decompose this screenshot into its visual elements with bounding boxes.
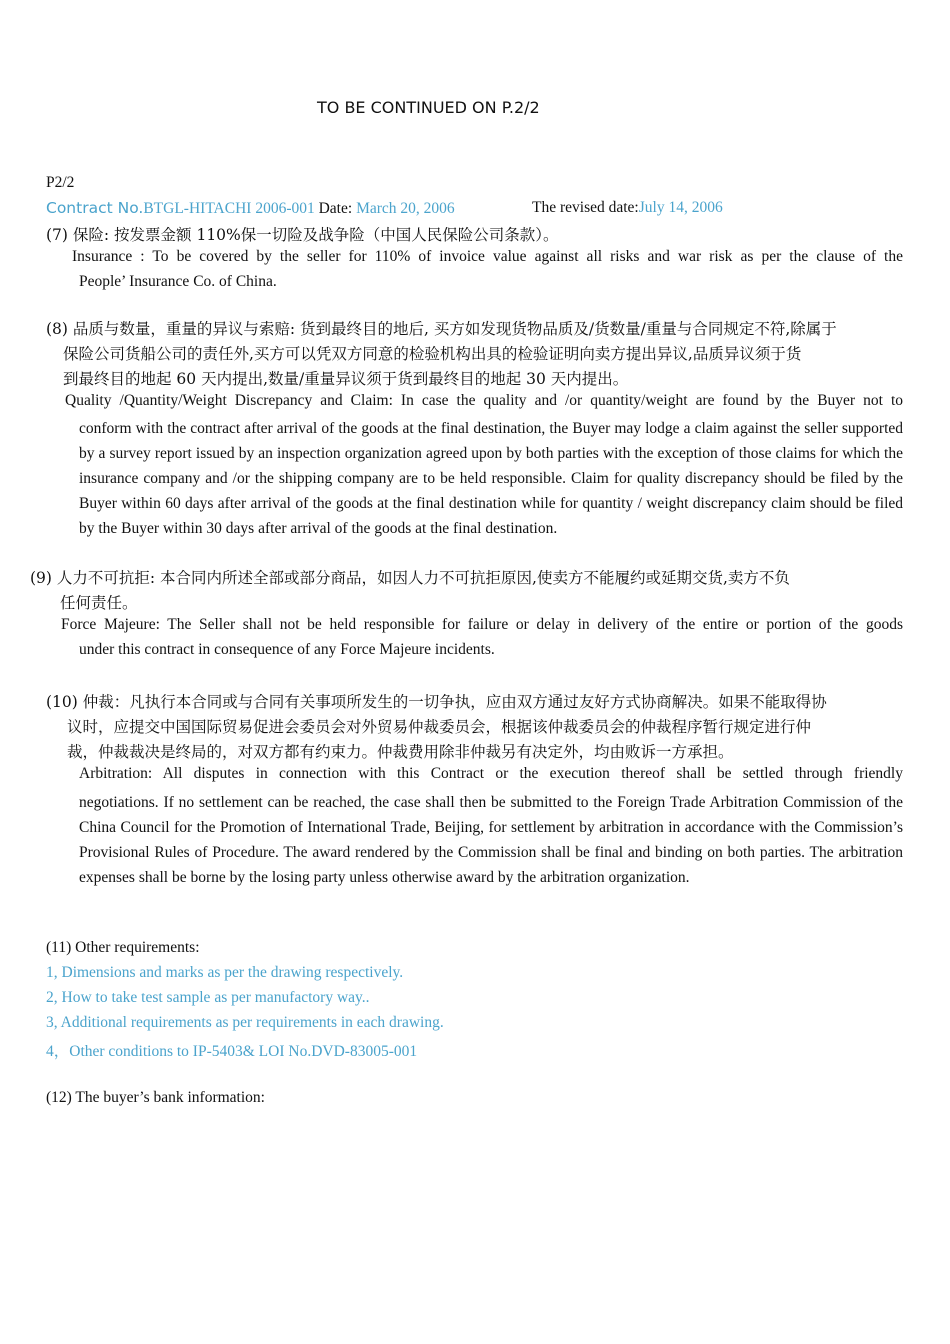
clause9-cn-line2: 任何责任。 — [60, 594, 138, 612]
clause8-cn-line1: (8) 品质与数量，重量的异议与索赔: 货到最终目的地后, 买方如发现货物品质及/货数量/重量与合同规定不符,除属于 — [46, 320, 837, 338]
contract-no-label: Contract No. — [46, 199, 144, 217]
clause11-heading: (11) Other requirements: — [46, 939, 200, 956]
clause10-en-body: negotiations. If no settlement can be reached, the case shall then be submitted to the Foreign Trade Arbitration Commission of the China Council for the Promotion of International Trade, Beijing, for settlement by arbitration in accordance with the Commission’s Provisional Rules of Procedure. The award rendered by the Commission shall be final and binding on both parties. The arbitration expenses shall be borne by the losing party unless otherwise award by the arbitration organization. — [79, 794, 903, 886]
clause9-en-first: Force Majeure: The Seller shall not be held responsible for failure or delay in delivery of the entire or portion of the goods — [61, 616, 903, 633]
continued-banner: TO BE CONTINUED ON P.2/2 — [317, 98, 540, 117]
clause12-heading: (12) The buyer’s bank information: — [46, 1089, 265, 1106]
page-label: P2/2 — [46, 174, 75, 191]
contract-header — [46, 199, 455, 218]
clause9-cn-line1: (9) 人力不可抗拒: 本合同内所述全部或部分商品，如因人力不可抗拒原因,使卖方不能履约或延期交货,卖方不负 — [30, 569, 790, 587]
requirement-item: 4，Other conditions to IP-5403& LOI No.DVD-83005-001 — [46, 1043, 418, 1060]
date-label: Date: — [318, 200, 353, 217]
clause8-cn-line2: 保险公司货船公司的责任外,买方可以凭双方同意的检验机构出具的检验证明向卖方提出异议,品质异议须于货 — [63, 345, 802, 363]
clause7-en-line1: Insurance : To be covered by the seller for 110% of invoice value against all risks and war risk as per the clause of the — [72, 248, 903, 265]
revised-value: July 14, 2006 — [638, 199, 723, 216]
clause7-cn: (7) 保险: 按发票金额 110%保一切险及战争险（中国人民保险公司条款）。 — [46, 226, 559, 244]
requirement-item: 3, Additional requirements as per requirements in each drawing. — [46, 1014, 444, 1031]
clause8-en-first: Quality /Quantity/Weight Discrepancy and Claim: In case the quality and /or quantity/weight are found by the Buyer not to — [65, 392, 903, 409]
clause10-cn-line2: 议时，应提交中国国际贸易促进会委员会对外贸易仲裁委员会，根据该仲裁委员会的仲裁程序暂行规定进行仲 — [67, 718, 812, 736]
clause8-cn-line3: 到最终目的地起 60 天内提出,数量/重量异议须于货到最终目的地起 30 天内提出。 — [63, 370, 629, 388]
clause7-en-line2: People’ Insurance Co. of China. — [79, 273, 277, 290]
requirement-item: 2, How to take test sample as per manufactory way.. — [46, 989, 370, 1006]
clause10-cn-line1: (10) 仲裁：凡执行本合同或与合同有关事项所发生的一切争执，应由双方通过友好方式协商解决。如果不能取得协 — [46, 693, 827, 711]
revised-date — [532, 199, 723, 217]
clause8-en-body: conform with the contract after arrival of the goods at the final destination, the Buyer may lodge a claim against the seller supported by a survey report issued by an inspection organization agreed upon by both parties with the exception of those claims for which the insurance company and /or the shipping company are to be held responsible. Claim for quality discrepancy should be filed by the Buyer within 60 days after arrival of the goods at the final destination while for quantity / weight discrepancy claim should be filed by the Buyer within 30 days after arrival of the goods at the final destination. — [79, 420, 903, 537]
clause10-cn-line3: 裁，仲裁裁决是终局的，对双方都有约束力。仲裁费用除非仲裁另有决定外，均由败诉一方承担。 — [67, 743, 734, 761]
clause9-en-body: under this contract in consequence of any Force Majeure incidents. — [79, 641, 495, 658]
contract-no-value: BTGL-HITACHI 2006-001 — [143, 200, 315, 217]
requirement-item: 1, Dimensions and marks as per the drawing respectively. — [46, 964, 404, 981]
revised-label: The revised date: — [532, 199, 639, 216]
clause10-en-first: Arbitration: All disputes in connection with this Contract or the execution thereof shall be settled through friendly — [79, 765, 903, 782]
date-value: March 20, 2006 — [356, 200, 455, 217]
